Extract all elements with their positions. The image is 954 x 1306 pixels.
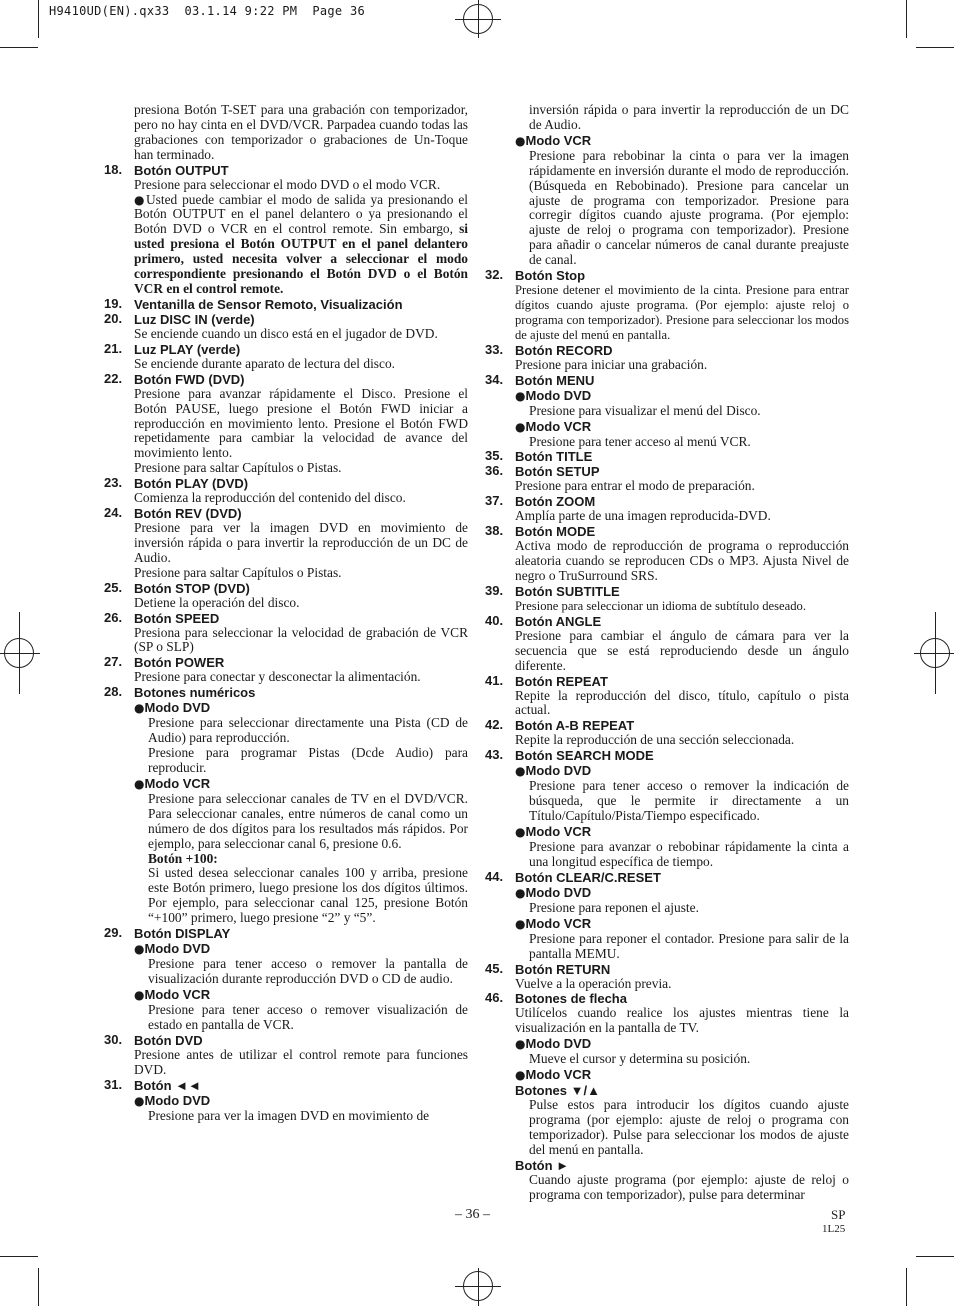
item-title: Botones numéricos	[134, 685, 256, 701]
bullet-icon: ●	[515, 916, 526, 931]
item-number: 26.	[104, 609, 123, 625]
item-title: Luz PLAY (verde)	[134, 341, 241, 357]
item-title: Botón POWER	[134, 655, 225, 671]
item-46	[485, 991, 849, 1202]
item-number: 42.	[485, 717, 504, 733]
item-40	[485, 614, 849, 674]
item-37	[485, 494, 849, 524]
item-27	[104, 655, 468, 685]
item-number: 25.	[104, 579, 123, 595]
item-text: Amplía parte de una imagen reproducida-DVD.	[515, 508, 771, 524]
item-39	[485, 584, 849, 614]
item-title: Botón SEARCH MODE	[515, 748, 654, 764]
bullet-icon: ●	[515, 825, 526, 839]
item-18	[104, 163, 468, 297]
right-column	[485, 103, 849, 1203]
mode-heading	[485, 419, 849, 435]
item-title: Botones de flecha	[515, 991, 627, 1007]
item-text: Presione para entrar el modo de preparación.	[515, 478, 755, 494]
item-number: 31.	[104, 1076, 123, 1092]
item-number: 21.	[104, 340, 123, 356]
item-number: 46.	[485, 990, 504, 1006]
crop-mark	[38, 1268, 39, 1306]
item-text: Presione para avanzar o rebobinar rápidamente la cinta a una longitud específica de tiempo.	[529, 839, 849, 869]
item-number: 40.	[485, 612, 504, 628]
item-29	[104, 926, 468, 1033]
item-number: 28.	[104, 684, 123, 700]
mode-label: Modo VCR	[525, 915, 592, 931]
item-text: Presione para iniciar una grabación.	[515, 356, 708, 372]
item-text: Presione para tener acceso o remover la indicación de búsqueda, que le permite ir directamente a un Título/Capítulo/Pista/Tiempo especificado.	[529, 778, 849, 824]
item-number: 27.	[104, 654, 123, 670]
mode-label: Modo DVD	[525, 763, 592, 779]
item-title: Botón CLEAR/C.RESET	[515, 869, 661, 885]
item-text: Presione para tener acceso al menú VCR.	[529, 433, 751, 449]
item-text: Presione para reponen el ajuste.	[529, 899, 699, 915]
item-number: 18.	[104, 161, 123, 177]
item-text: Presione para saltar Capítulos o Pistas.	[134, 564, 342, 580]
item-text: Presione detener el movimiento de la cinta. Presione para entrar dígitos cuando ajuste programa. (Por ejemplo: ajuste reloj o programa con temporizador). Presione para seleccionar los modos de ajuste del menú en pantalla.	[515, 283, 849, 342]
item-text: Activa modo de reproducción de programa o reproducción aleatoria cuando se reproducen CDs o MP3. Ajusta Nivel de negro o TruSurround SRS.	[515, 538, 849, 584]
crop-mark	[38, 0, 39, 38]
item-text: Presione para avanzar rápidamente el Disco. Presione el Botón PAUSE, luego presione el Botón FWD iniciar a reproducción en movimiento lento. Presione el Botón FWD repetidamente para cambiar la velocidad de avance del movimiento lento.	[134, 385, 468, 461]
item-text: Presione para conectar y desconectar la alimentación.	[134, 669, 421, 685]
item-44	[485, 870, 849, 962]
item-20	[104, 312, 468, 342]
item-title: Botón DISPLAY	[134, 926, 231, 942]
item-text: Presione para saltar Capítulos o Pistas.	[134, 460, 342, 476]
item-title: Luz DISC IN (verde)	[134, 311, 255, 327]
crop-mark	[916, 47, 954, 48]
item-number: 38.	[485, 523, 504, 539]
item-title: Botón ◄◄	[134, 1077, 201, 1093]
item-number: 37.	[485, 493, 504, 509]
item-text: Presione para seleccionar directamente una Pista (CD de Audio) para reproducción.	[148, 715, 468, 746]
sub-heading: Botones ▼/▲	[515, 1083, 600, 1099]
item-text: Se enciende durante aparato de lectura del disco.	[134, 355, 395, 371]
mode-heading	[485, 763, 849, 779]
registration-line	[0, 653, 40, 654]
continued-text: inversión rápida o para invertir la reproducción de un DC de Audio.	[529, 102, 849, 132]
mode-heading	[485, 885, 849, 901]
item-title: Botón TITLE	[515, 449, 593, 465]
item-text: Presione para tener acceso o remover visualización de estado en pantalla de VCR.	[148, 1001, 468, 1032]
item-text: Repite la reproducción del disco, título, capítulo o pista actual.	[515, 687, 849, 718]
mode-label: Modo VCR	[525, 824, 592, 839]
item-number: 33.	[485, 341, 504, 357]
sub-heading: Botón +100:	[148, 850, 218, 866]
item-title: Botón DVD	[134, 1032, 203, 1048]
bullet-icon: ●	[134, 701, 145, 716]
crop-mark	[0, 1256, 38, 1257]
item-number: 32.	[485, 267, 504, 283]
item-text: Presione para cambiar el ángulo de cámara para ver la secuencia que se está reproduciendo desde un ángulo diferente.	[515, 627, 849, 673]
item-26	[104, 611, 468, 656]
item-36	[485, 464, 849, 494]
crop-mark	[906, 0, 907, 38]
mode-label: Modo VCR	[525, 418, 592, 434]
item-text: Presione para rebobinar la cinta o para ver la imagen rápidamente en inversión durante el modo de reproducción.(Búsqueda en Rebobinado). Presione para cancelar un ajuste de programa con temporizador. Presione para corregir dígitos cuando ajuste programa. (Por ejemplo: ajuste de reloj o programa con temporizador). Presione para añadir o cancelar números de canal durante preajuste de canal.	[529, 147, 849, 268]
mode-label: Modo VCR	[144, 775, 211, 791]
item-title: Botón RECORD	[515, 342, 613, 358]
item-text: Cuando ajuste programa (por ejemplo: ajuste de reloj o programa con temporizador), pulse para determinar	[529, 1171, 849, 1202]
item-title: Botón PLAY (DVD)	[134, 476, 249, 492]
bullet-icon: ●	[515, 885, 526, 900]
mode-heading	[104, 941, 468, 957]
item-title: Botón REPEAT	[515, 673, 608, 689]
item-text: Presione para ver la imagen DVD en movimiento de	[148, 1107, 430, 1123]
language-code: SP	[831, 1207, 846, 1222]
item-text: Vuelve a la operación previa.	[515, 975, 672, 991]
item-text: Presione para ver la imagen DVD en movimiento de inversión rápida o para invertir la reproducción de un DC de Audio.	[134, 520, 468, 565]
item-22	[104, 372, 468, 476]
item-title: Botón STOP (DVD)	[134, 580, 250, 596]
registration-line	[478, 0, 479, 38]
item-28	[104, 685, 468, 926]
crop-mark	[916, 1256, 954, 1257]
mode-heading	[104, 700, 468, 716]
mode-label: Modo VCR	[525, 1067, 592, 1083]
document-code: 1L25	[822, 1223, 846, 1235]
item-text: Presione antes de utilizar el control remote para funciones DVD.	[134, 1046, 468, 1077]
bullet-icon: ●	[134, 192, 146, 207]
intro-text: presiona Botón T-SET para una grabación con temporizador, pero no hay cinta en el DVD/VCR. Parpadea cuando todas las grabaciones con temporizador o grabaciones de Un-Toque han terminado.	[134, 102, 468, 162]
mode-label: Modo DVD	[144, 941, 211, 957]
item-title: Botón FWD (DVD)	[134, 371, 245, 387]
bullet-icon: ●	[134, 1093, 145, 1108]
item-text: Detiene la operación del disco.	[134, 594, 300, 610]
item-title: Botón REV (DVD)	[134, 506, 242, 522]
item-title: Ventanilla de Sensor Remoto, Visualización	[134, 296, 403, 312]
note-text: Usted puede cambiar el modo de salida ya presionando el Botón OUTPUT en el panel delantero o ya presionando el Botón DVD o VCR en el control remote. Sin embargo,	[134, 191, 468, 237]
sub-heading: Botón ►	[515, 1157, 570, 1173]
item-title: Botón ZOOM	[515, 494, 596, 510]
bullet-icon: ●	[134, 776, 145, 791]
item-number: 34.	[485, 371, 504, 387]
mode-label: Modo VCR	[144, 986, 211, 1002]
item-title: Botón MENU	[515, 372, 595, 388]
item-31	[104, 1078, 468, 1124]
mode-label: Modo DVD	[144, 700, 211, 716]
mode-heading	[104, 987, 468, 1003]
bullet-icon: ●	[515, 133, 526, 148]
left-column	[104, 103, 468, 1123]
item-text: Presione para reponer el contador. Presione para salir de la pantalla MEMU.	[529, 930, 849, 961]
file-slug: H9410UD(EN).qx33 03.1.14 9:22 PM Page 36	[49, 4, 366, 18]
item-title: Botón ANGLE	[515, 613, 602, 629]
mode-heading	[485, 1036, 849, 1052]
crop-mark	[906, 1268, 907, 1306]
item-41	[485, 674, 849, 719]
item-25	[104, 581, 468, 611]
item-number: 39.	[485, 582, 504, 598]
registration-line	[19, 612, 20, 694]
mode-label: Modo DVD	[525, 1036, 592, 1052]
item-number: 29.	[104, 925, 123, 941]
item-title: Botón OUTPUT	[134, 162, 229, 178]
bullet-icon: ●	[134, 942, 145, 957]
item-text: Presione para seleccionar canales de TV en el DVD/VCR. Para seleccionar canales, entre números de canal como un número de dos dígitos para los resultados más rápidos. Por ejemplo, para seleccionar canal 6, presione 0.6.	[148, 790, 468, 851]
item-number: 45.	[485, 960, 504, 976]
item-33	[485, 343, 849, 373]
mode-heading	[485, 824, 849, 840]
mode-label: Modo VCR	[525, 132, 592, 148]
item-21	[104, 342, 468, 372]
item-title: Botón Stop	[515, 268, 586, 284]
item-text: Presione para seleccionar un idioma de subtítulo deseado.	[515, 598, 806, 613]
item-number: 41.	[485, 672, 504, 688]
bullet-icon: ●	[515, 419, 526, 434]
item-title: Botón MODE	[515, 524, 596, 540]
bullet-icon: ●	[515, 764, 526, 779]
item-number: 19.	[104, 295, 123, 311]
item-43	[485, 748, 849, 870]
mode-label: Modo DVD	[525, 387, 592, 403]
item-text: Comienza la reproducción del contenido del disco.	[134, 490, 406, 506]
item-title: Botón A-B REPEAT	[515, 718, 635, 734]
mode-label: Modo DVD	[525, 884, 592, 900]
registration-line	[478, 1268, 479, 1306]
bullet-icon: ●	[515, 388, 526, 403]
item-number: 36.	[485, 463, 504, 479]
item-text: Presiona para seleccionar la velocidad de grabación de VCR (SP o SLP)	[134, 624, 468, 655]
item-title: Botón SUBTITLE	[515, 583, 620, 599]
item-text: Utilícelos cuando realice los ajustes mientras tiene la visualización en la pantalla de TV.	[515, 1005, 849, 1036]
item-text: Pulse estos para introducir los dígitos cuando ajuste programa (por ejemplo: ajuste de reloj o programa con temporizador). Pulse para seleccionar los modos de ajuste del menú en pantalla.	[529, 1097, 849, 1157]
item-number: 44.	[485, 868, 504, 884]
item-number: 43.	[485, 747, 504, 763]
item-title: Botón SETUP	[515, 464, 600, 480]
item-text: Presione para visualizar el menú del Disco.	[529, 402, 761, 418]
item-19	[104, 297, 468, 312]
item-23	[104, 476, 468, 506]
item-text: Si usted desea seleccionar canales 100 y arriba, presione este Botón primero, luego presione los dos dígitos últimos. Por ejemplo, para seleccionar canal 125, presione Botón “+100” primero, luego presione “2” y “5”.	[148, 865, 468, 926]
bullet-icon: ●	[515, 1037, 526, 1052]
item-text: Presione para programar Pistas (Dcde Audio) para reproducir.	[148, 745, 468, 775]
item-title: Botón RETURN	[515, 961, 611, 977]
item-42	[485, 718, 849, 748]
item-text: Presione para seleccionar el modo DVD o el modo VCR.	[134, 176, 441, 192]
item-35	[485, 449, 849, 464]
page-number: – 36 –	[455, 1207, 490, 1222]
bullet-icon: ●	[134, 987, 145, 1002]
item-45	[485, 962, 849, 992]
item-number: 24.	[104, 505, 123, 521]
item-number: 30.	[104, 1031, 123, 1047]
mode-heading	[485, 388, 849, 404]
mode-heading	[104, 1093, 468, 1109]
item-32	[485, 268, 849, 343]
note-bold-text: si usted presiona el Botón OUTPUT en el panel delantero primero, usted necesita volver a seleccionar el modo correspondiente presionando el Botón DVD o el Botón VCR en el control remote.	[134, 221, 468, 296]
registration-line	[914, 653, 954, 654]
item-number: 20.	[104, 310, 123, 326]
mode-heading	[485, 133, 849, 149]
mode-label: Modo DVD	[144, 1092, 211, 1108]
item-text: Repite la reproducción de una sección seleccionada.	[515, 732, 795, 748]
item-number: 22.	[104, 370, 123, 386]
mode-heading	[485, 916, 849, 932]
item-30	[104, 1033, 468, 1078]
registration-line	[935, 612, 936, 694]
mode-heading	[485, 1067, 849, 1083]
item-38	[485, 524, 849, 584]
item-text: Mueve el cursor y determina su posición.	[529, 1051, 751, 1067]
item-24	[104, 506, 468, 581]
item-note	[104, 193, 468, 297]
item-text: Presione para tener acceso o remover la pantalla de visualización durante reproducción DVD o CD de audio.	[148, 956, 468, 986]
item-title: Botón SPEED	[134, 610, 220, 626]
item-number: 35.	[485, 448, 504, 464]
item-34	[485, 373, 849, 450]
item-number: 23.	[104, 475, 123, 491]
bullet-icon: ●	[515, 1068, 526, 1083]
item-text: Se enciende cuando un disco está en el jugador de DVD.	[134, 325, 438, 341]
crop-mark	[0, 47, 38, 48]
mode-heading	[104, 776, 468, 792]
